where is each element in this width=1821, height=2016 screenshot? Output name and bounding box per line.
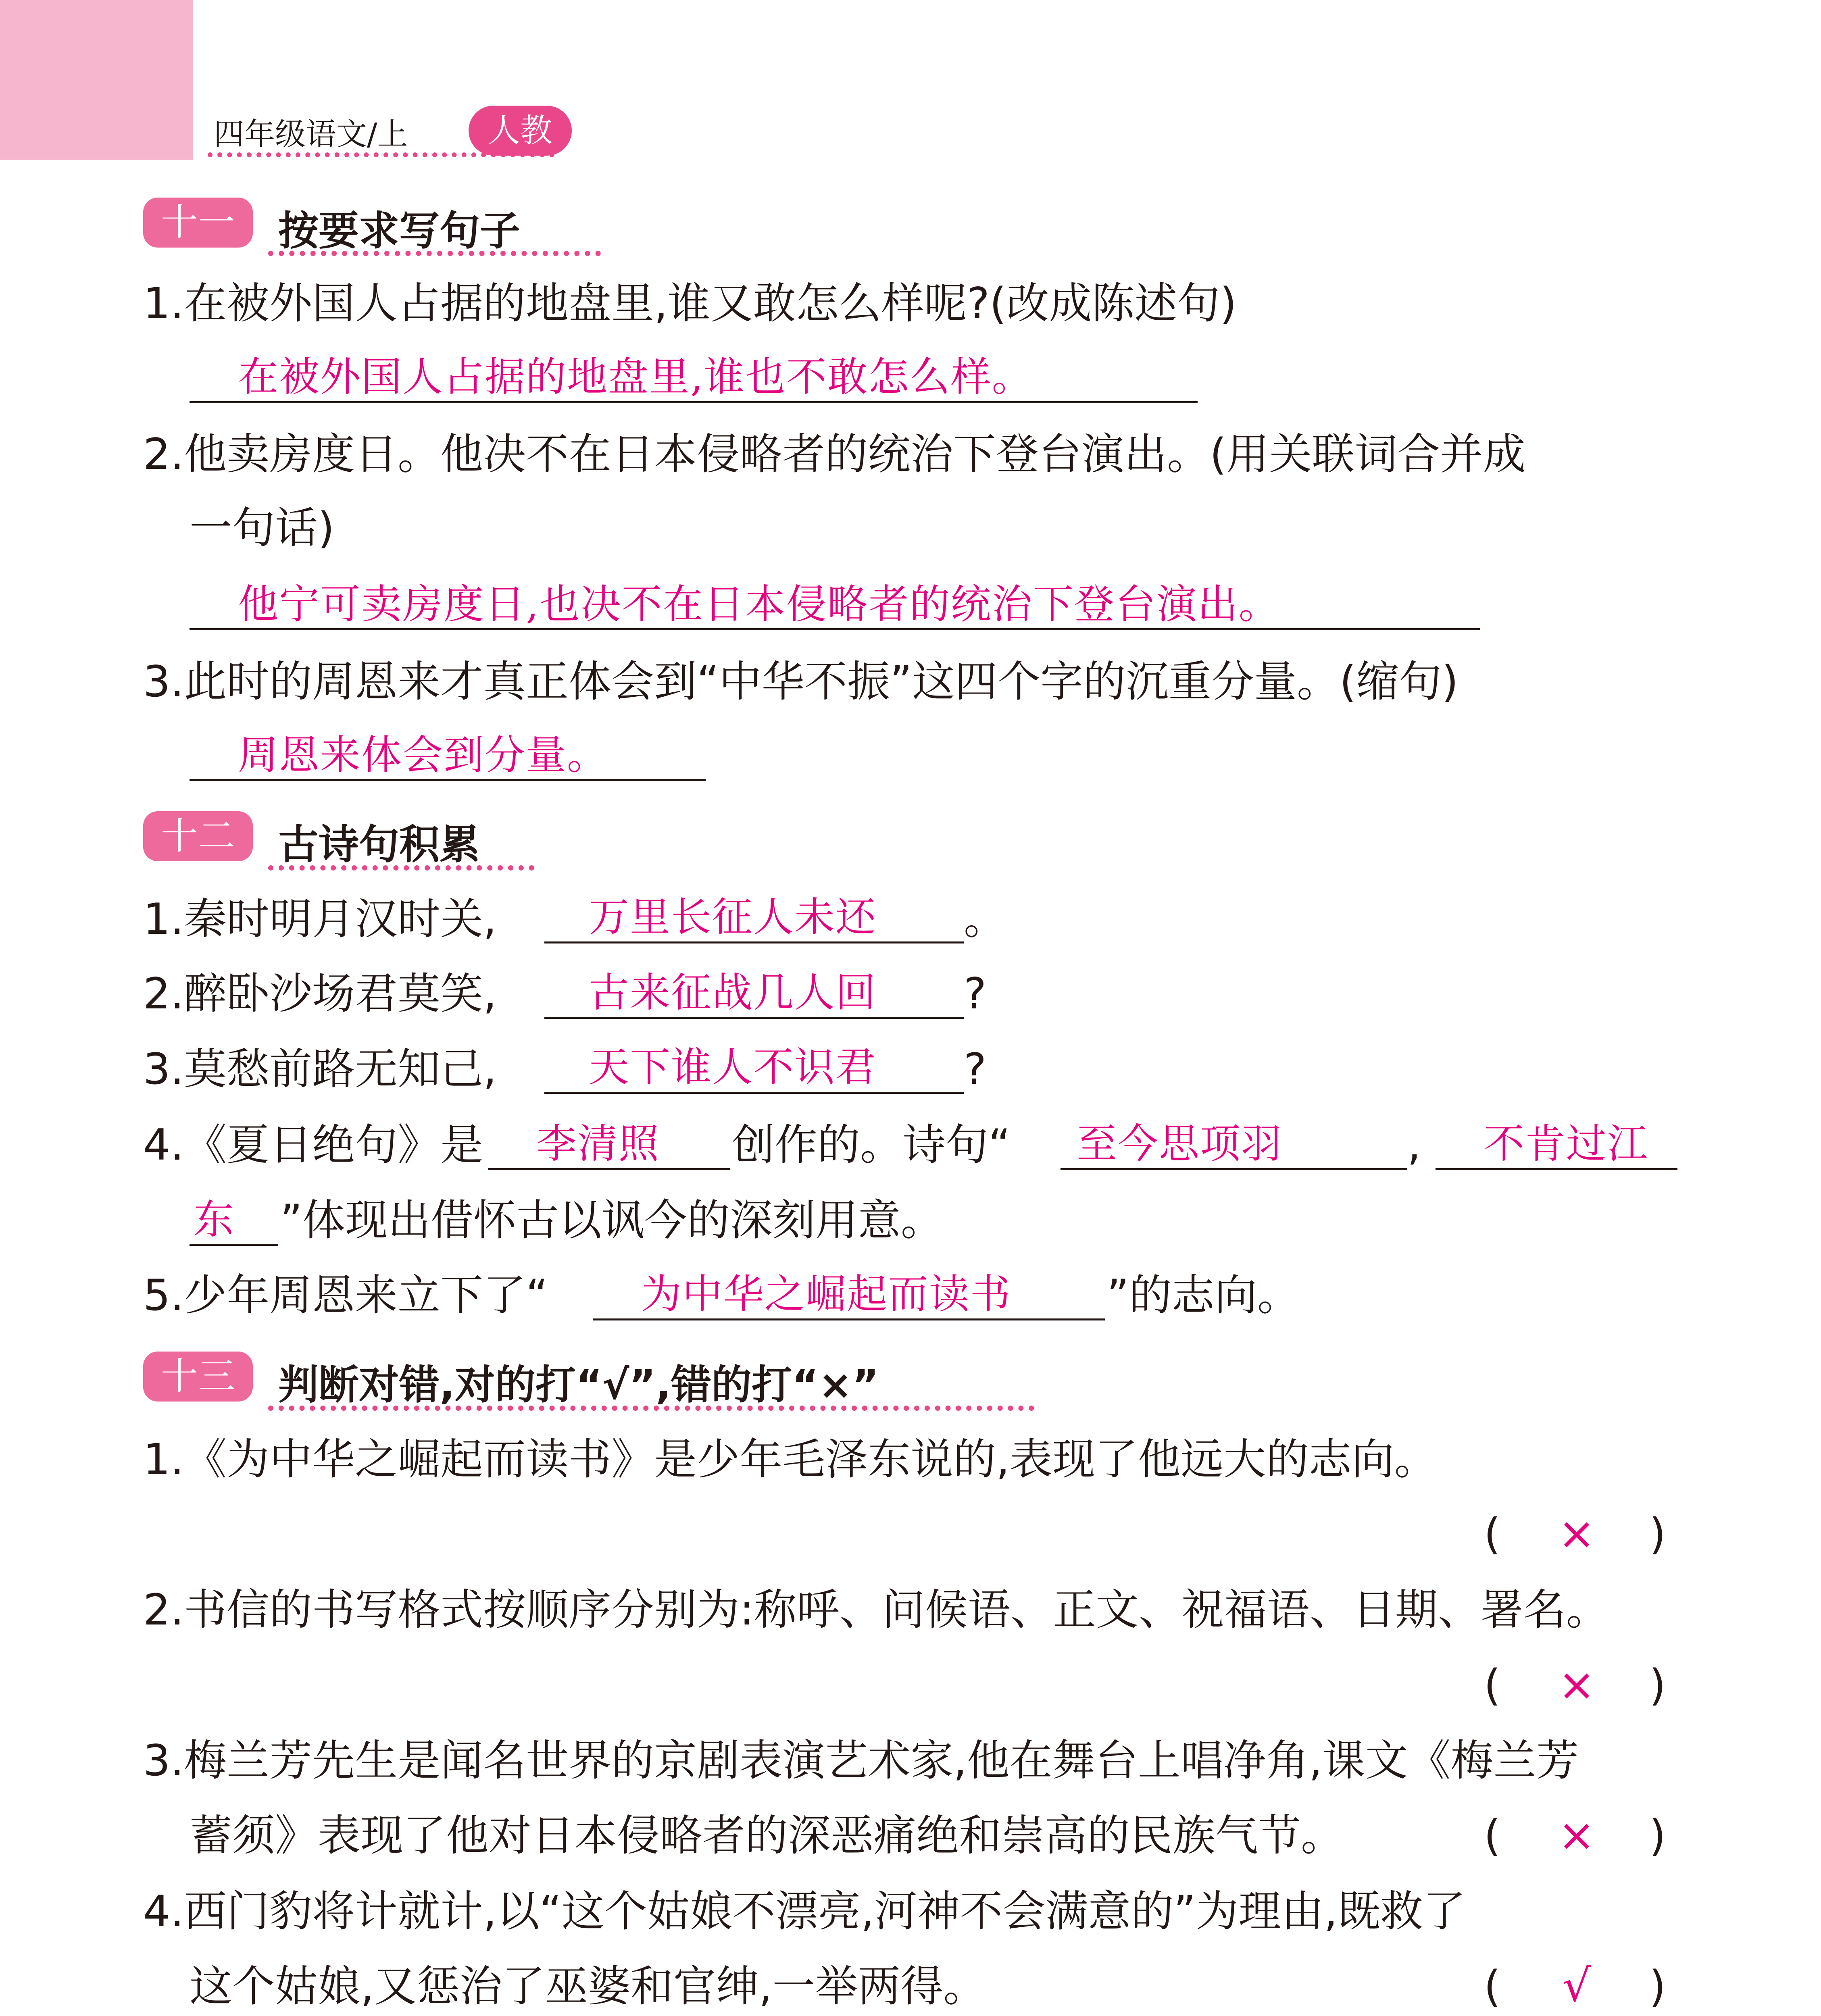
answer-text: 为中华之崛起而读书 — [641, 1270, 1011, 1318]
answer-line — [190, 401, 1198, 403]
question-text: 2.书信的书写格式按顺序分别为:称呼、问候语、正文、祝福语、日期、署名。 — [143, 1585, 1609, 1635]
section-title: 古诗句积累 — [278, 821, 480, 868]
answer-bracket-open: ( — [1484, 1811, 1501, 1860]
answer-text: 他宁可卖房度日,也决不在日本侵略者的统治下登台演出。 — [238, 581, 1280, 628]
answer-text: 天下谁人不识君 — [589, 1043, 877, 1091]
question-text: 1.《为中华之崛起而读书》是少年毛泽东说的,表现了他远大的志向。 — [143, 1435, 1437, 1484]
answer-line — [190, 628, 1480, 630]
question-text: 3.此时的周恩来才真正体会到“中华不振”这四个字的沉重分量。(缩句) — [143, 657, 1458, 706]
question-text: 2.醉卧沙场君莫笑, — [143, 969, 497, 1018]
question-text: 2.他卖房度日。他决不在日本侵略者的统治下登台演出。(用关联词合并成 — [143, 429, 1526, 479]
question-text-continued: 这个姑娘,又惩治了巫婆和官绅,一举两得。 — [190, 1962, 986, 2011]
section-title-underline — [268, 251, 601, 256]
cross-mark: × — [1558, 1809, 1596, 1861]
answer-text: 古来征战几人回 — [589, 969, 877, 1016]
question-text: 3.梅兰芳先生是闻名世界的京剧表演艺术家,他在舞台上唱净角,课文《梅兰芳 — [143, 1736, 1579, 1785]
corner-decoration-top — [0, 0, 193, 160]
answer-line — [488, 1168, 730, 1170]
answer-line — [1436, 1168, 1677, 1170]
section-number-badge: 十一 — [143, 198, 253, 248]
answer-text: 至今思项羽 — [1077, 1120, 1282, 1167]
answer-line — [544, 1092, 964, 1094]
question-punctuation: 。 — [964, 894, 1006, 944]
answer-text: 万里长征人未还 — [589, 893, 877, 941]
answer-bracket-close: ) — [1649, 1660, 1666, 1710]
question-text: 3.莫愁前路无知己, — [143, 1044, 497, 1094]
section-title: 判断对错,对的打“√”,错的打“×” — [278, 1361, 879, 1408]
section-number-badge: 十三 — [143, 1352, 253, 1402]
check-mark: √ — [1562, 1960, 1591, 2012]
answer-text: 在被外国人占据的地盘里,谁也不敢怎么样。 — [238, 353, 1033, 400]
answer-line — [190, 779, 706, 781]
answer-text: 东 — [194, 1196, 235, 1243]
grade-label: 四年级语文/上 — [214, 116, 408, 152]
publisher-badge: 人教 — [469, 106, 572, 156]
cross-mark: × — [1558, 1508, 1596, 1559]
answer-bracket-open: ( — [1484, 1660, 1501, 1710]
question-punctuation: , — [1407, 1120, 1421, 1170]
question-text: 4.西门豹将计就计,以“这个姑娘不漂亮,河神不会满意的”为理由,既救了 — [143, 1887, 1466, 1936]
answer-bracket-open: ( — [1484, 1962, 1501, 2011]
question-text: 创作的。诗句“ — [732, 1120, 1011, 1170]
cross-mark: × — [1558, 1659, 1596, 1710]
answer-text: 不肯过江 — [1484, 1120, 1648, 1167]
answer-line — [1061, 1168, 1407, 1170]
question-text: 1.在被外国人占据的地盘里,谁又敢怎么样呢?(改成陈述句) — [143, 279, 1237, 328]
answer-bracket-open: ( — [1484, 1509, 1501, 1559]
section-title-underline — [268, 865, 534, 871]
question-text: 1.秦时明月汉时关, — [143, 894, 497, 944]
question-punctuation: ? — [964, 969, 987, 1018]
section-number-badge: 十二 — [143, 811, 253, 861]
answer-bracket-close: ) — [1649, 1811, 1666, 1860]
answer-line — [544, 941, 964, 943]
answer-text: 周恩来体会到分量。 — [238, 731, 608, 779]
answer-bracket-close: ) — [1649, 1509, 1666, 1559]
section-title: 按要求写句子 — [278, 207, 520, 254]
question-text-continued: ”体现出借怀古以讽今的深刻用意。 — [280, 1195, 944, 1245]
section-title-underline — [268, 1406, 1034, 1411]
question-text-continued: ”的志向。 — [1107, 1270, 1300, 1320]
question-text: 5.少年周恩来立下了“ — [143, 1270, 548, 1320]
answer-line — [544, 1017, 964, 1019]
answer-line — [593, 1318, 1105, 1320]
answer-text: 李清照 — [536, 1120, 660, 1167]
question-text-continued: 一句话) — [190, 503, 335, 553]
question-text-continued: 蓄须》表现了他对日本侵略者的深恶痛绝和崇高的民族气节。 — [190, 1811, 1344, 1860]
question-punctuation: ? — [964, 1044, 987, 1094]
answer-line — [190, 1244, 278, 1246]
answer-bracket-close: ) — [1649, 1962, 1666, 2011]
question-text: 4.《夏日绝句》是 — [143, 1120, 483, 1170]
